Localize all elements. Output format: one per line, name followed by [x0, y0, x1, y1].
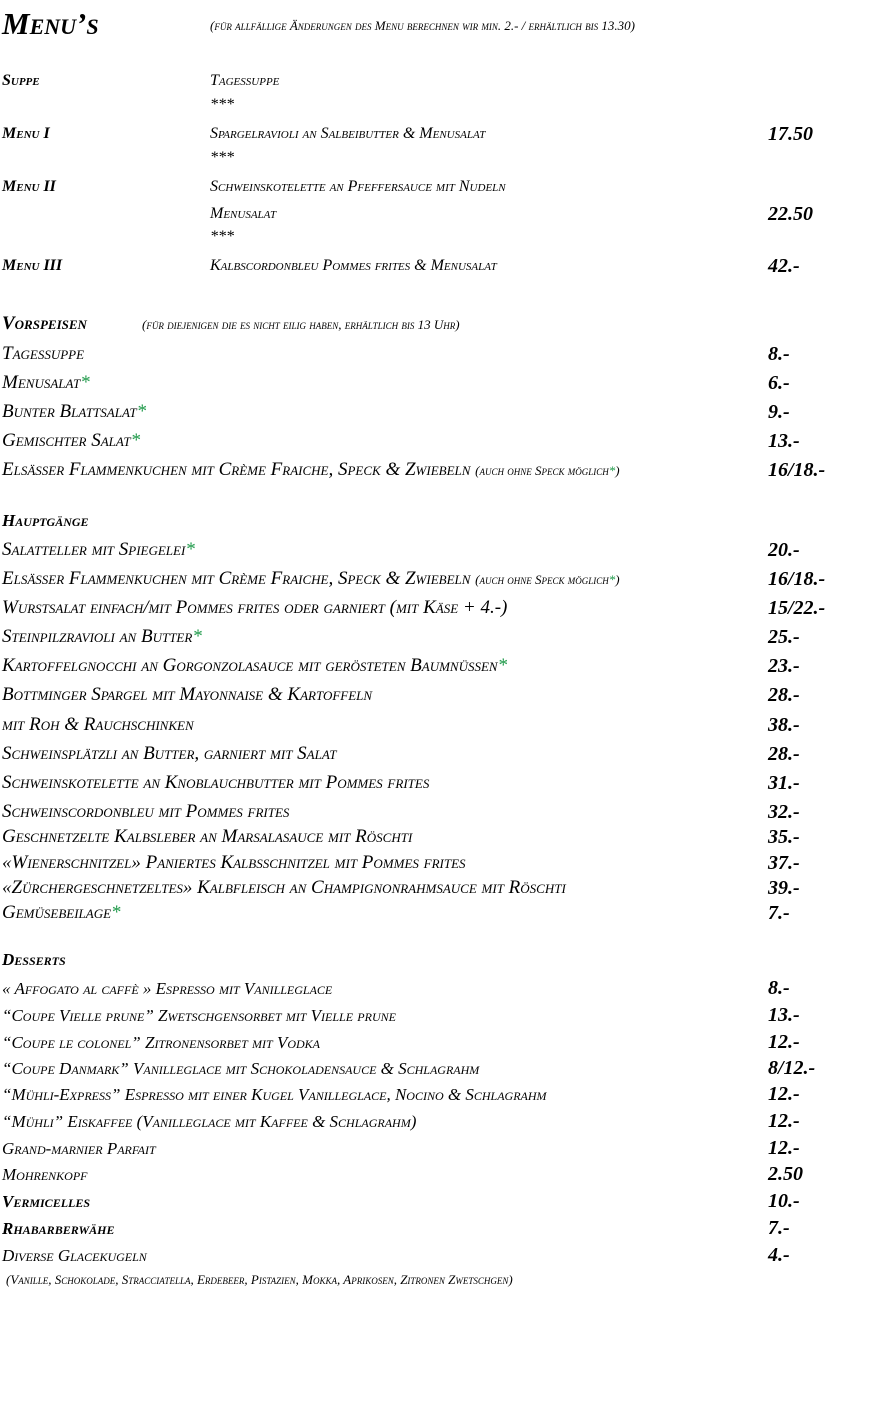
menu-label: Suppe [2, 72, 40, 89]
menu-price: 17.50 [768, 123, 813, 145]
menu-desc: Spargelravioli an Salbeibutter & Menusalat [210, 125, 486, 142]
header-note: (für allfällige Änderungen des Menu berechnen wir min. 2.- / erhältlich bis 13.30) [210, 18, 635, 33]
section-title: Desserts [2, 950, 66, 969]
menu-price: 22.50 [768, 203, 813, 225]
menu-desc: Menusalat [210, 205, 277, 222]
section-title: Hauptgänge [2, 511, 89, 530]
menu-desc: Schweinskotelette an Pfeffersauce mit Nudeln [210, 178, 506, 195]
menu-desc: Tagessuppe [210, 72, 280, 89]
menu-label: Menu III [2, 257, 63, 274]
section-title: Vorspeisen [2, 313, 87, 334]
menu-label: Menu II [2, 178, 56, 195]
menu-label: Menu I [2, 125, 50, 142]
menu-page: Menu’s (für allfällige Änderungen des Menu berechnen wir min. 2.- / erhältlich bis 13.30) Suppe Tagessuppe *** Menu I Spargelravioli an Salbeibutter & Menusalat 17.50 *** Menu II Schweinskotelette an Pfeffersauce mit Nudeln Menusalat 22.50 *** Menu III Kalbscordonbleu Pommes frites & Menusalat 42.- Vorspeisen (für diejenigen die es nicht eilig haben, erhältlich bis 13 Uhr) Tagessuppe 8.- Menusalat* 6.- Bunter Blattsalat* 9.- Gemischter Salat* 13.- Elsässer Flammenkuchen mit Crème Fraiche, Speck & Zwiebeln (auch ohne Speck möglich*) 16/18.- Hauptgänge Salatteller mit Spiegelei* 20.- Elsässer Flammenkuchen mit Crème Fraiche, Speck & Zwiebeln (auch ohne Speck möglich*) 16/18.- Wurstsalat einfach/mit Pommes frites oder garniert (mit Käse + 4.-) 15/22.- Steinpilzravioli an Butter* 25.- Kartoffelgnocchi an Gorgonzolasauce mit gerösteten Baumnüssen* 23.- Bottminger Spargel mit Mayonnaise & Kartoffeln 28.- mit Roh & Rauchschinken 38.- Schweinsplätzli an Butter, garniert mit Salat 28.- Schweinskotelette an Knoblauchbutter mit Pommes frites 31.- Schweinscordonbleu mit Pommes frites 32.- Geschnetzelte Kalbsleber an Marsalasauce mit Röschti 35.- «Wienerschnitzel» Paniertes Kalbsschnitzel mit Pommes frites 37.- «Zürchergeschnetzeltes» Kalbfleisch an Champignonrahmsauce mit Röschti 39.- Gemüsebeilage* 7.- Desserts « Affogato al caffè » Espresso mit Vanilleglace 8.- “Coupe Vielle prune” Zwetschgensorbet mit Vielle prune 13.- “Coupe le colonel” Zitronensorbet mit Vodka 12.- “Coupe Danmark” Vanilleglace mit Schokoladensauce & Schlagrahm 8/12.- “Mühli-Express” Espresso mit einer Kugel Vanilleglace, Nocino & Schlagrahm 12.- “Mühli” Eiskaffee (Vanilleglace mit Kaffee & Schlagrahm) 12.- Grand-marnier Parfait 12.- Mohrenkopf 2.50 Vermicelles 10.- Rhabarberwähe 7.- Diverse Glacekugeln 4.- (Vanille, Schokolade, Stracciatella, Erdebeer, Pistazien, Mokka, Aprikosen, Zitronen Zwetschgen) [2, 6, 826, 1287]
section-note: (für diejenigen die es nicht eilig haben, erhältlich bis 13 Uhr) [142, 317, 460, 332]
menu-desc: Kalbscordonbleu Pommes frites & Menusalat [210, 257, 497, 274]
menu-price: 42.- [768, 255, 800, 277]
page-title: Menu’s [2, 6, 99, 41]
